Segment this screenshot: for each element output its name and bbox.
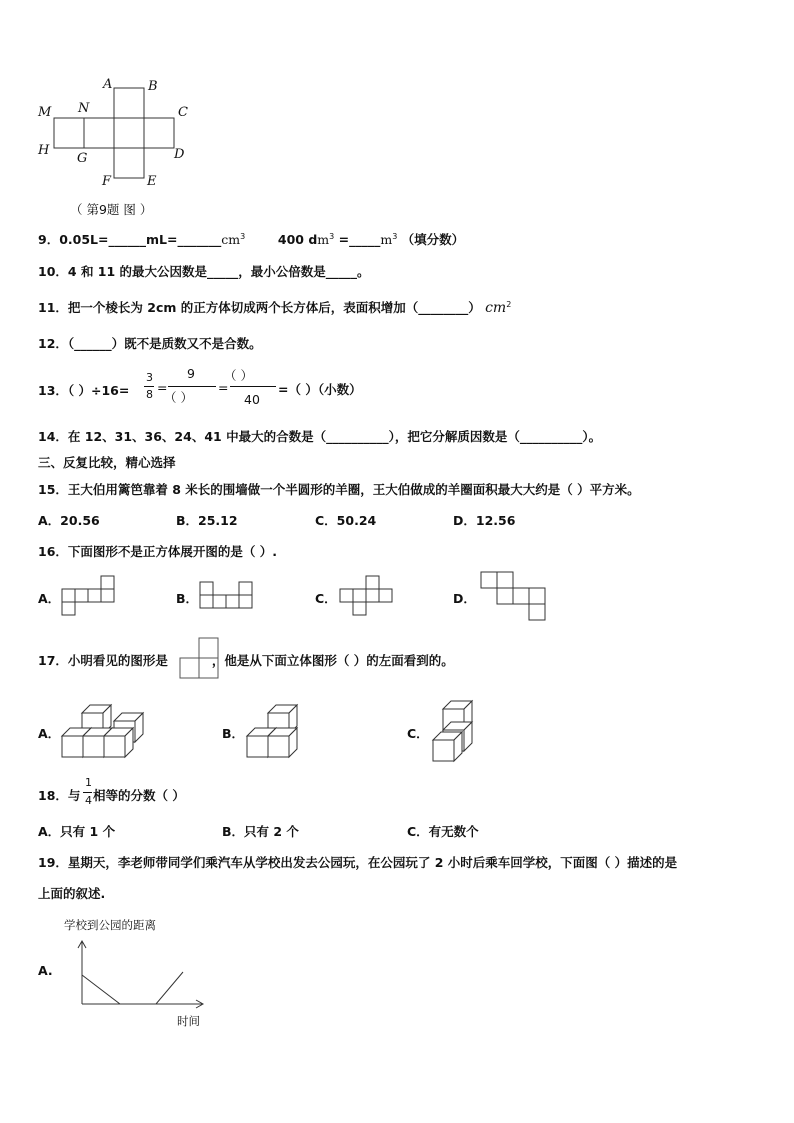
q9-blank-1: ______ xyxy=(108,232,146,247)
q19-graph-xlabel: 时间 xyxy=(177,1014,200,1028)
q18-option-c: C．有无数个 xyxy=(407,824,479,839)
question-14: 14．在 12、31、36、24、41 中最大的合数是（__________），把它分解质因数是（__________）。 xyxy=(38,429,602,444)
q17-text-a: 17．小明看见的图形是 xyxy=(38,653,168,668)
q18-text-b: 相等的分数（ ） xyxy=(93,788,185,803)
q17-option-b: B． xyxy=(222,726,245,741)
label-h: H xyxy=(38,143,50,158)
q9-blank-2: _______ xyxy=(177,232,222,247)
q9-sup-2: 3 xyxy=(329,231,335,241)
q17-option-a: A． xyxy=(38,726,61,741)
q13-f3-num: （ ） xyxy=(224,368,253,383)
q16-option-b: B． xyxy=(176,591,199,606)
q15-option-c: C．50.24 xyxy=(315,513,377,528)
label-g: G xyxy=(77,151,88,166)
q11-sup: 2 xyxy=(506,299,512,309)
label-b: B xyxy=(148,79,158,94)
q9-sup-3: 3 xyxy=(392,231,398,241)
q15-option-d: D．12.56 xyxy=(453,513,516,528)
label-d: D xyxy=(174,147,185,162)
q13-f2-num: 9 xyxy=(187,366,195,381)
q9-text-a: 9．0.05L= xyxy=(38,232,109,247)
question-15: 15．王大伯用篱笆靠着 8 米长的围墙做一个半圆形的羊圈，王大伯做成的羊圈面积最大大约是（ ）平方米。 xyxy=(38,482,640,497)
q18-option-b: B．只有 2 个 xyxy=(222,824,299,839)
q15-option-a: A．20.56 xyxy=(38,513,100,528)
q17-option-c: C． xyxy=(407,726,429,741)
distance-line xyxy=(82,972,183,1004)
q9-text-f: （填分数） xyxy=(401,232,465,247)
q9-unit-m-3: m xyxy=(380,232,393,247)
q19-graph-ylabel: 学校到公园的距离 xyxy=(64,918,156,932)
label-f: F xyxy=(102,174,112,189)
q13-eq-2: = xyxy=(218,380,229,395)
q9-sup: 3 xyxy=(240,231,246,241)
q18-text-a: 18．与 xyxy=(38,788,81,803)
q9-text-d: 400 d xyxy=(277,232,318,247)
question-19-line-1: 19．星期天，李老师带同学们乘汽车从学校出发去公园玩，在公园玩了 2 小时后乘车回学校，下面图（ ）描述的是 xyxy=(38,855,678,870)
q13-f2-den: （ ） xyxy=(164,390,193,405)
question-19-line-2: 上面的叙述. xyxy=(38,886,106,901)
q13-suffix: =（ ）（小数） xyxy=(278,382,362,397)
section-3-heading: 三、反复比较，精心选择 xyxy=(38,455,176,470)
question-10: 10．4 和 11 的最大公因数是_____，最小公倍数是_____。 xyxy=(38,264,370,279)
q17-text-b: ，他是从下面立体图形（ ）的左面看到的。 xyxy=(211,653,454,668)
q9-text-e: = xyxy=(338,232,350,247)
q13-eq-1: = xyxy=(157,380,168,395)
q11-text: 11．把一个棱长为 2cm 的正方体切成两个长方体后，表面积增加（________） xyxy=(38,300,481,315)
q13-f3-den: 40 xyxy=(244,392,260,407)
q9-text-c: c xyxy=(221,232,229,247)
question-16: 16．下面图形不是正方体展开图的是（ ）. xyxy=(38,544,277,559)
label-c: C xyxy=(178,105,188,120)
q16-option-d: D． xyxy=(453,591,476,606)
label-e: E xyxy=(147,174,157,189)
q18-num: 1 xyxy=(85,776,92,789)
q11-unit: cm xyxy=(485,300,507,316)
figure-caption: （ 第9题 图 ） xyxy=(70,202,153,217)
q13-f1-den: 8 xyxy=(146,388,153,401)
q9-text-b: mL= xyxy=(145,232,178,247)
q18-option-a: A．只有 1 个 xyxy=(38,824,116,839)
q9-blank-3: _____ xyxy=(349,232,381,247)
label-a: A xyxy=(103,77,113,92)
q9-unit-m: m xyxy=(228,232,241,247)
label-n: N xyxy=(78,101,90,116)
q15-option-b: B．25.12 xyxy=(176,513,238,528)
q16-option-c: C． xyxy=(315,591,337,606)
label-m: M xyxy=(38,105,52,120)
q13-prefix: 13．（ ）÷16= xyxy=(38,383,130,398)
q9-unit-m-2: m xyxy=(317,232,330,247)
q13-f1-num: 3 xyxy=(146,371,153,384)
q18-den: 4 xyxy=(85,794,92,807)
question-12: 12．（______）既不是质数又不是合数。 xyxy=(38,336,262,351)
q19-option-a: A. xyxy=(38,963,53,978)
q16-option-a: A． xyxy=(38,591,61,606)
